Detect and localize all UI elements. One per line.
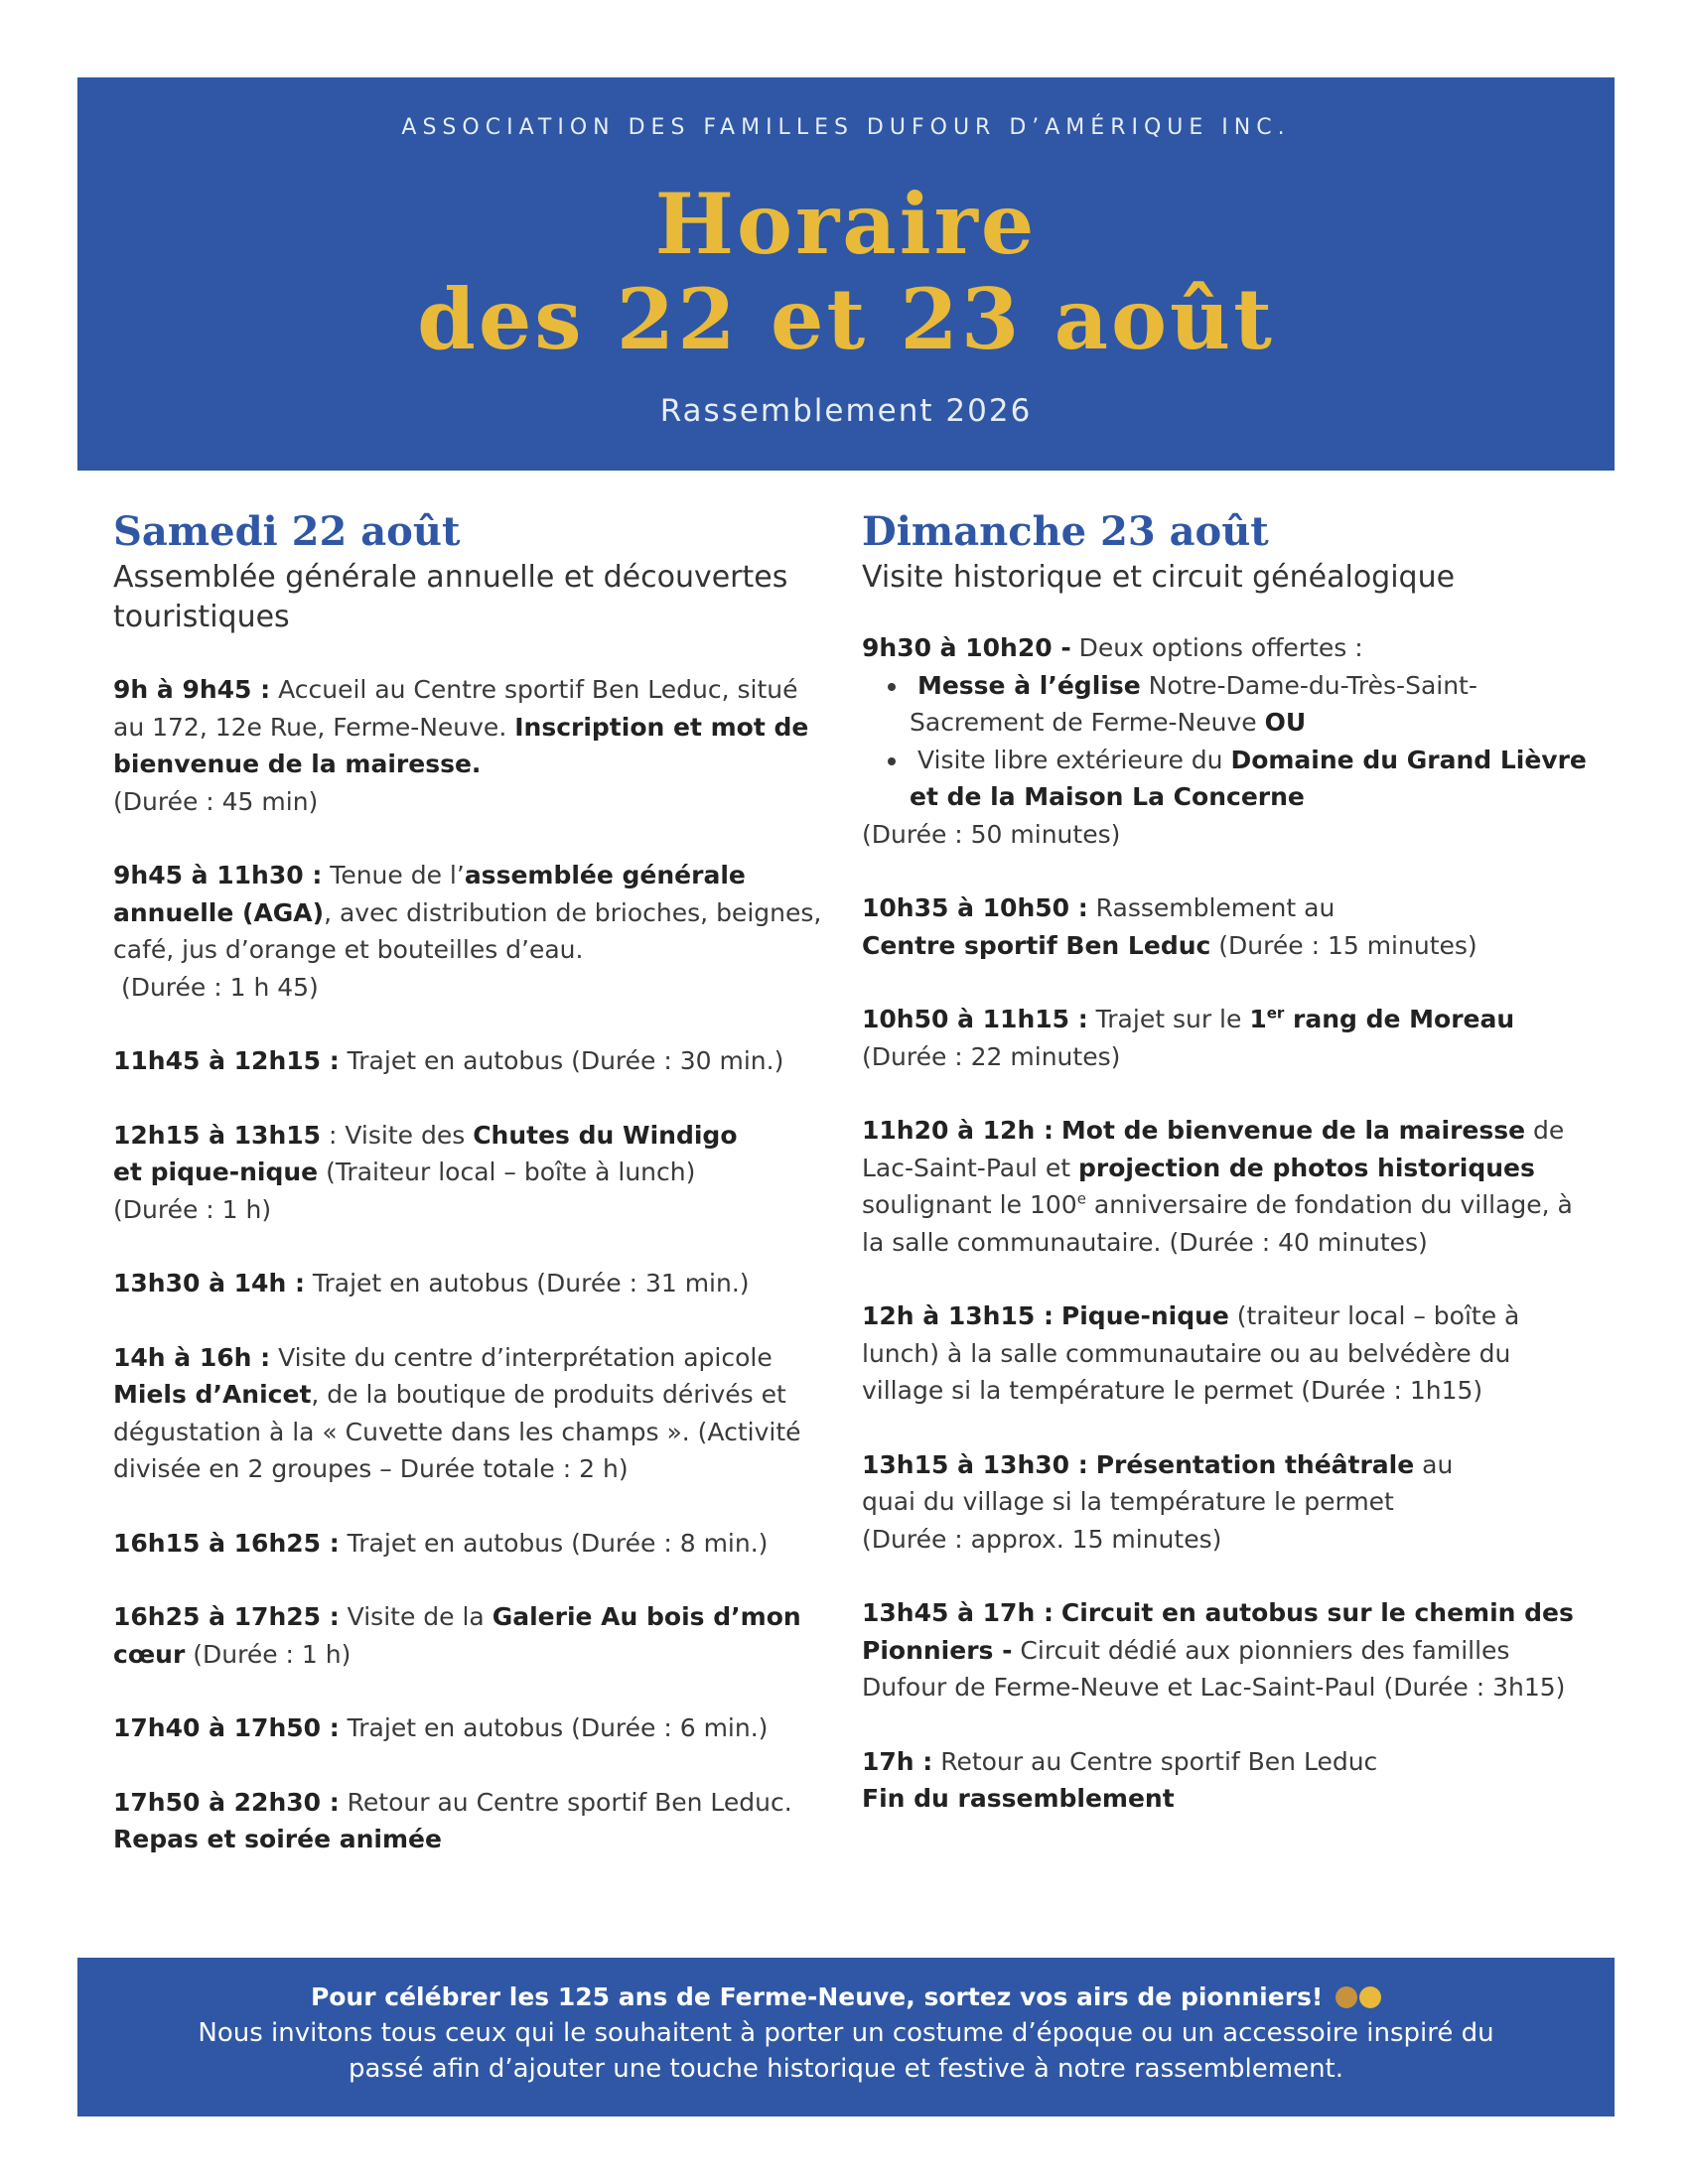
schedule-entry: 13h45 à 17h : Circuit en autobus sur le chemin des Pionniers - Circuit dédié aux pionniers des familles Dufour de Ferme-Neuve et Lac-Saint-Paul (Durée : 3h15) <box>862 1598 1574 1702</box>
saturday-column <box>113 506 828 1895</box>
list-item: • Visite libre extérieure du Domaine du Grand Lièvre et de la Maison La Concerne <box>910 742 1597 816</box>
woman-with-hat-icon <box>1359 1986 1381 2008</box>
schedule-entry: 9h45 à 11h30 : Tenue de l’assemblée générale annuelle (AGA), avec distribution de brioches, beignes, café, jus d’orange et bouteilles d’eau. (Durée : 1 h 45) <box>113 861 822 1002</box>
schedule-entry: 12h à 13h15 : Pique-nique (traiteur local – boîte à lunch) à la salle communautaire ou au belvédère du village si la température le permet (Durée : 1h15) <box>862 1301 1520 1405</box>
schedule-entry: 17h : Retour au Centre sportif Ben Leduc Fin du rassemblement <box>862 1746 1378 1813</box>
saturday-theme: Assemblée générale annuelle et découvertes touristiques <box>113 560 788 634</box>
entry-time: 9h à 9h45 : <box>113 675 271 704</box>
schedule-entry: 16h25 à 17h25 : Visite de la Galerie Au bois d’mon cœur (Durée : 1 h) <box>113 1602 801 1669</box>
options-list <box>862 667 1597 816</box>
schedule-entry: 16h15 à 16h25 : Trajet en autobus (Durée : 8 min.) <box>113 1528 769 1558</box>
sunday-theme: Visite historique et circuit généalogique <box>862 560 1456 595</box>
entry-time: 12h15 à 13h15 <box>113 1120 322 1150</box>
schedule-entry: 14h à 16h : Visite du centre d’interprétation apicole Miels d’Anicet, de la boutique de produits dérivés et dégustation à la « Cuvette dans les champs ». (Activité divisée en 2 groupes – Durée totale : 2 h) <box>113 1342 801 1483</box>
list-item: • Messe à l’église Notre-Dame-du-Très-Saint-Sacrement de Ferme-Neuve OU <box>910 667 1597 742</box>
entry-time: 13h30 à 14h : <box>113 1269 305 1297</box>
footer-headline: Pour célébrer les 125 ans de Ferme-Neuve, sortez vos airs de pionniers! <box>77 1979 1615 2015</box>
entry-time: 13h45 à 17h : <box>862 1598 1054 1627</box>
entry-time: 11h45 à 12h15 : <box>113 1046 340 1075</box>
schedule-entry: 17h50 à 22h30 : Retour au Centre sportif Ben Leduc. Repas et soirée animée <box>113 1787 792 1853</box>
schedule-entry: 11h45 à 12h15 : Trajet en autobus (Durée : 30 min.) <box>113 1046 784 1075</box>
entry-time: 10h35 à 10h50 : <box>862 893 1088 922</box>
schedule-entry: 9h30 à 10h20 - Deux options offertes : • Messe à l’église Notre-Dame-du-Très-Saint-Sacrement de Ferme-Neuve OU • Visite libre extérieure du Domaine du Grand Lièvre et de la Maison La Concerne (Durée : 50 minutes) <box>862 629 1597 853</box>
saturday-heading: Samedi 22 août <box>113 508 461 555</box>
entry-time: 11h20 à 12h : <box>862 1116 1054 1145</box>
entry-time: 17h : <box>862 1746 933 1776</box>
title-line-1: Horaire <box>654 175 1038 273</box>
entry-time: 16h25 à 17h25 : <box>113 1602 340 1631</box>
schedule-entry: 17h40 à 17h50 : Trajet en autobus (Durée : 6 min.) <box>113 1713 769 1742</box>
header-banner <box>77 77 1615 471</box>
entry-time: 16h15 à 16h25 : <box>113 1528 340 1558</box>
entry-time: 14h à 16h : <box>113 1342 271 1372</box>
schedule-entry: 13h30 à 14h : Trajet en autobus (Durée : 31 min.) <box>113 1269 750 1297</box>
entry-time: 17h40 à 17h50 : <box>113 1713 340 1742</box>
schedule-entry: 10h50 à 11h15 : Trajet sur le 1er rang de Moreau (Durée : 22 minutes) <box>862 1004 1515 1071</box>
schedule-entry: 11h20 à 12h : Mot de bienvenue de la mairesse de Lac-Saint-Paul et projection de photos historiques soulignant le 100e anniversaire de fondation du village, à la salle communautaire. (Durée : 40 minutes) <box>862 1116 1573 1257</box>
schedule-entry: 10h35 à 10h50 : Rassemblement au Centre sportif Ben Leduc (Durée : 15 minutes) <box>862 893 1477 960</box>
footer-banner <box>77 1958 1615 2116</box>
entry-time: 9h45 à 11h30 : <box>113 861 323 889</box>
schedule-entry: 12h15 à 13h15 : Visite des Chutes du Windigo et pique-nique (Traiteur local – boîte à lunch) (Durée : 1 h) <box>113 1120 738 1224</box>
entry-time: 10h50 à 11h15 : <box>862 1005 1088 1033</box>
cowboy-face-icon <box>1336 1986 1357 2008</box>
organization-name: ASSOCIATION DES FAMILLES DUFOUR D’AMÉRIQUE INC. <box>401 115 1291 140</box>
sunday-heading: Dimanche 23 août <box>862 508 1269 555</box>
sunday-column <box>862 506 1597 1854</box>
entry-time: 12h à 13h15 : <box>862 1301 1054 1330</box>
entry-time: 9h30 à 10h20 - <box>862 633 1071 662</box>
footer-text: Nous invitons tous ceux qui le souhaitent à porter un costume d’époque ou un accessoire inspiré du passé afin d’ajouter une touche historique et festive à notre rassemblement. <box>198 2018 1494 2084</box>
entry-time: 17h50 à 22h30 : <box>113 1787 340 1817</box>
schedule-entry: 13h15 à 13h30 : Présentation théâtrale au quai du village si la température le permet (Durée : approx. 15 minutes) <box>862 1449 1454 1554</box>
page-title <box>77 177 1615 367</box>
schedule-entry: 9h à 9h45 : Accueil au Centre sportif Ben Leduc, situé au 172, 12e Rue, Ferme-Neuve. Inscription et mot de bienvenue de la mairesse. (Durée : 45 min) <box>113 675 809 816</box>
page-subtitle: Rassemblement 2026 <box>659 393 1033 429</box>
title-line-2: des 22 et 23 août <box>417 270 1275 368</box>
entry-time: 13h15 à 13h30 : <box>862 1449 1088 1479</box>
